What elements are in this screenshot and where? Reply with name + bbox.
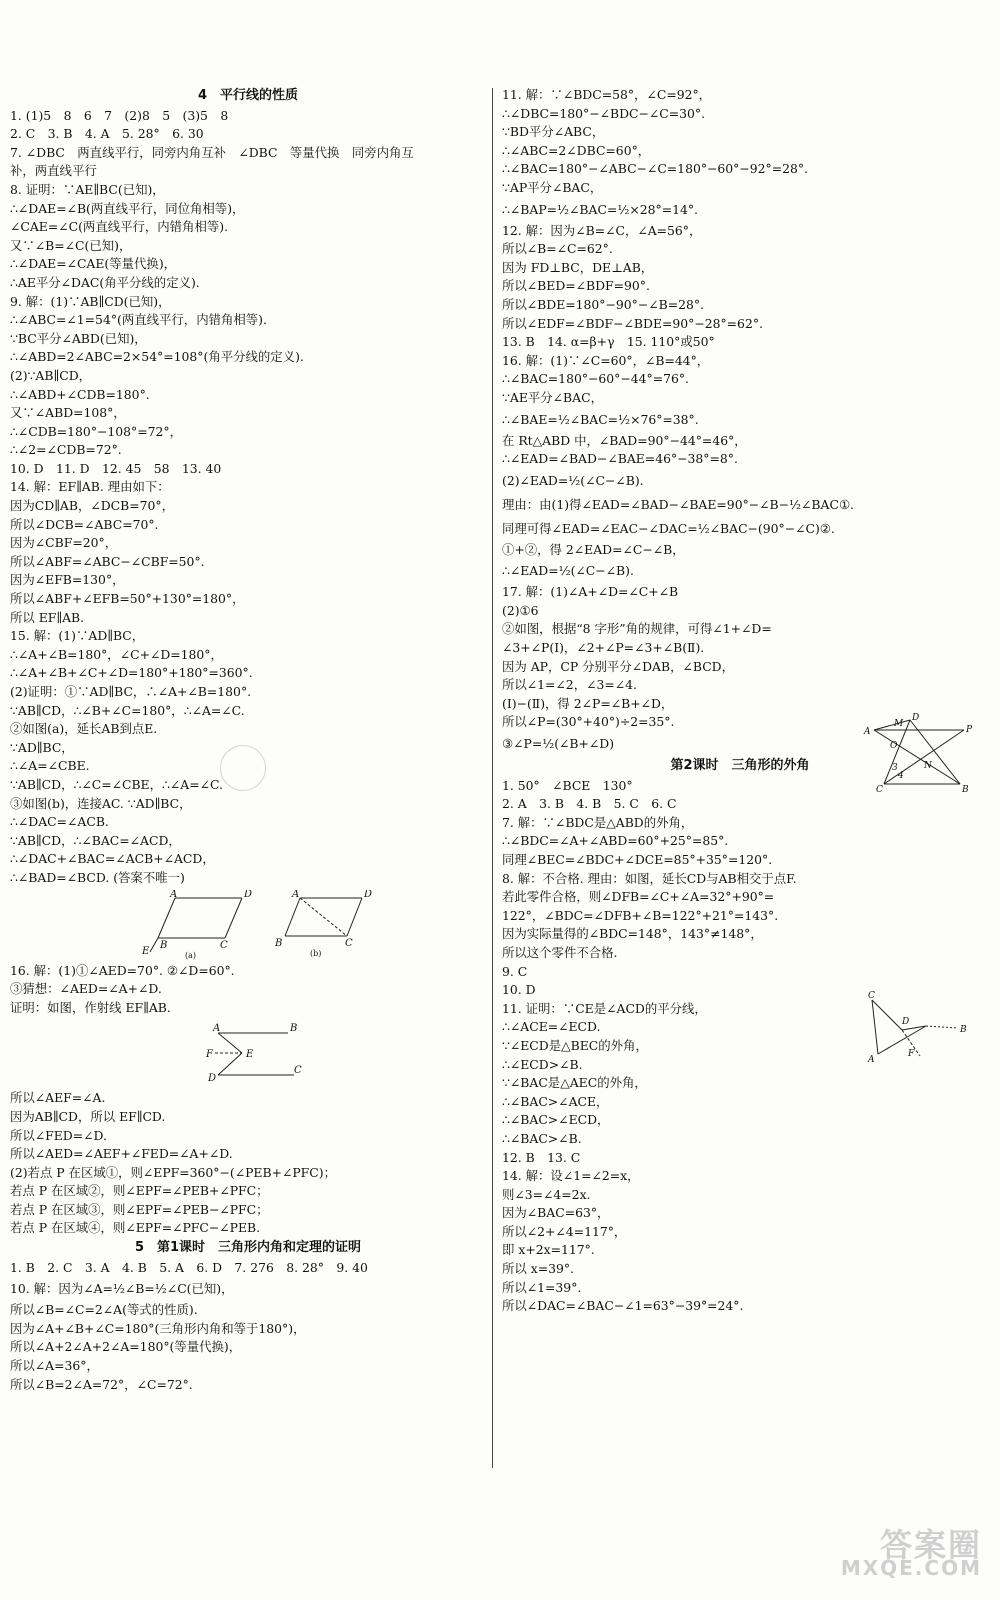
answer-line: 因为AB∥CD，所以 EF∥CD. [10,1108,166,1124]
answer-line: 又∵∠ABD=108°， [10,405,126,421]
answer-line: 所以∠AEF=∠A. [10,1090,106,1106]
answer-line: ∠3+∠P(Ⅰ)，∠2+∠P=∠3+∠B(Ⅱ). [502,640,705,656]
answer-line: 1. B 2. C 3. A 4. B 5. A 6. D 7. 276 8. 28° 9. 40 [10,1259,368,1275]
answer-line: 所以∠A+2∠A+2∠A=180°(等量代换)， [10,1339,242,1355]
section-heading: 5 第1课时 三角形内角和定理的证明 [134,1240,362,1256]
answer-line: 即 x+2x=117°. [502,1242,595,1258]
fig8-label: D [902,1017,910,1027]
answer-line: 所以∠EDF=∠BDF−∠BDE=90°−28°=62°. [502,315,763,331]
answer-line: 11. 解：∵∠BDC=58°，∠C=92°， [502,87,712,102]
fig17-label: M [894,719,904,729]
answer-line: 因为实际量得的∠BDC=148°，143°≠148°， [502,926,763,942]
fig15-label: (b) [310,948,322,958]
answer-line: 7. 解：∵∠BDC是△ABD的外角， [502,814,694,830]
answer-line: 14. 解：EF∥AB. 理由如下： [10,479,170,495]
answer-line: 所以∠1=39°. [502,1279,582,1295]
answer-line: 9. 解：(1)∵AB∥CD(已知)， [10,293,171,309]
answer-line: 所以∠DAC=∠BAC−∠1=63°−39°=24°. [502,1298,744,1314]
faint-stamp [220,745,266,791]
watermark [812,1520,982,1580]
answer-line: 所以∠2+∠4=117°， [502,1223,627,1239]
answer-line: ∴∠DAE=∠CAE(等量代换)， [10,256,177,272]
answer-line: 16. 解：(1)∵∠C=60°，∠B=44°， [502,352,710,368]
answer-line: 若点 P 在区域④，则∠EPF=∠PFC−∠PEB. [10,1220,261,1236]
answer-line: ∵AD∥BC， [10,739,74,755]
figure-15-svg [10,890,486,960]
answer-line: 12. 解：因为∠B=∠C，∠A=56°， [502,222,702,238]
answer-line: ∴∠DAE=∠B(两直线平行，同位角相等)， [10,200,245,216]
answer-line: ∵BD平分∠ABC， [502,124,605,140]
answer-line: ∴∠BAC=180°−∠ABC−∠C=180°−60°−92°=28°. [502,161,808,177]
answer-line: 8. 证明：∵AE∥BC(已知)， [10,181,165,197]
section-heading: 4 平行线的性质 [197,88,299,103]
answer-line: 所以∠A=36°， [10,1358,99,1374]
answer-line: 同理∠BEC=∠BDC+∠DCE=85°+35°=120°. [502,852,773,867]
figure-8 [862,990,974,1066]
fig15-label: B [160,939,168,951]
answer-line: ∵AP平分∠BAC， [502,179,603,195]
answer-line: 9. C [502,963,528,979]
answer-line: 10. 解：因为∠A=½∠B=½∠C(已知)， [10,1281,234,1297]
answer-line: ∴∠ACE=∠ECD. [502,1019,601,1035]
answer-line: 10. D 11. D 12. 45 58 13. 40 [10,460,222,476]
answer-line: ∵AB∥CD，∴∠B+∠C=180°，∴∠A=∠C. [10,702,245,718]
answer-line: 10. D [502,982,536,998]
answer-line: 因为 FD⊥BC，DE⊥AB， [502,259,654,275]
answer-line: 14. 解：设∠1=∠2=x， [502,1168,640,1184]
answer-line: ∴∠A+∠B+∠C+∠D=180°+180°=360°. [10,665,253,681]
answer-line: 若点 P 在区域②，则∠EPF=∠PEB+∠PFC； [10,1183,269,1199]
answer-line: 1. 50° ∠BCE 130° [502,777,633,793]
answer-line: ②如图(a)，延长AB到点E. [10,721,158,737]
answer-line: (2)∠EAD=½(∠C−∠B). [502,472,644,488]
answer-line: 122°，∠BDC=∠DFB+∠B=122°+21°=143°. [502,907,779,923]
figure-15 [10,890,486,960]
answer-line: 12. B 13. C [502,1149,581,1165]
figure-16 [10,1019,486,1087]
answer-line: 所以∠ABF+∠EFB=50°+130°=180°， [10,591,245,607]
fig17-label: N [924,761,932,771]
answer-line: (2)①6 [502,602,539,618]
answer-line: 所以∠BDE=180°−90°−∠B=28°. [502,296,704,312]
answer-line: 17. 解：(1)∠A+∠D=∠C+∠B [502,584,679,600]
answer-line: ∴∠DAC=∠ACB. [10,814,109,830]
answer-line: ∴∠BAC=180°−60°−44°=76°. [502,371,689,387]
answer-line: ∠CAE=∠C(两直线平行，内错角相等). [10,219,229,235]
fig17-label: A [864,727,871,737]
answer-line: 证明：如图，作射线 EF∥AB. [10,999,171,1015]
fig17-label: O [890,741,898,751]
fig16-label: D [208,1073,217,1085]
answer-line: 若点 P 在区域③，则∠EPF=∠PEB−∠PFC； [10,1201,269,1217]
answer-line: 因为∠A+∠B+∠C=180°(三角形内角和等于180°)， [10,1320,306,1336]
answer-line: (2)若点 P 在区域①，则∠EPF=360°−(∠PEB+∠PFC)； [10,1164,336,1180]
answer-line: ∴∠BAC>∠B. [502,1130,582,1146]
fig15-label: A [170,889,178,900]
answer-line: 所以∠DCB=∠ABC=70°. [10,516,159,532]
answer-line: 所以 x=39°. [502,1261,574,1277]
answer-line: ∵AE平分∠BAC， [502,389,603,405]
watermark-url: MXQE.COM [840,1556,982,1580]
fig17-label: C [876,785,883,792]
answer-line: ∴∠ABD=2∠ABC=2×54°=108°(角平分线的定义). [10,349,304,365]
answer-line: 所以∠FED=∠D. [10,1127,107,1143]
fig15-label: E [142,945,150,957]
column-divider [492,88,493,1468]
right-column [502,86,978,1316]
answer-line: ③猜想：∠AED=∠A+∠D. [10,981,162,997]
answer-line: ∴∠BAE=½∠BAC=½×76°=38°. [502,411,699,427]
answer-line: 因为∠CBF=20°， [10,535,118,551]
left-block-c [10,1089,486,1394]
fig17-label: B [962,785,969,792]
answer-line: 所以∠AED=∠AEF+∠FED=∠A+∠D. [10,1146,233,1162]
answer-line: ∴∠BDC=∠A+∠ABD=60°+25°=85°. [502,833,729,849]
figure-17 [862,712,974,792]
fig17-label: 3 [892,763,898,773]
answer-line: 13. B 14. α=β+γ 15. 110°或50° [502,334,715,350]
answer-line: 又∵∠B=∠C(已知)， [10,237,132,253]
answer-line: 因为∠EFB=130°， [10,572,125,588]
answer-line: 理由：由(1)得∠EAD=∠BAD−∠BAE=90°−∠B−½∠BAC①. [502,496,854,512]
left-column [10,86,486,1394]
answer-line: ∴∠BAC>∠ACE， [502,1093,609,1109]
answer-line: 2. C 3. B 4. A 5. 28° 6. 30 [10,126,204,142]
answer-line: 若此零件合格，则∠DFB=∠C+∠A=32°+90°= [502,889,775,905]
answer-line: 所以∠P=(30°+40°)÷2=35°. [502,714,675,730]
answer-line: ∴∠A+∠B=180°，∠C+∠D=180°， [10,646,223,662]
answer-line: 1. (1)5 8 6 7 (2)8 5 (3)5 8 [10,107,229,123]
answer-line: ∴∠BAP=½∠BAC=½×28°=14°. [502,201,698,217]
answer-line: ∴∠ABC=2∠DBC=60°， [502,142,651,158]
answer-line: ∴∠A=∠CBE. [10,758,90,774]
answer-line: ∵∠BAC是△AEC的外角， [502,1075,647,1091]
right-block-a [502,86,978,1316]
answer-line: ∴∠ABD+∠CDB=180°. [10,386,150,402]
answer-line: 所以∠B=2∠A=72°，∠C=72°. [10,1376,193,1392]
answer-line: ∴∠EAD=½(∠C−∠B). [502,563,634,579]
answer-line: (2)证明：①∵AD∥BC，∴∠A+∠B=180°. [10,684,252,699]
fig17-label: P [966,725,973,735]
answer-line: 因为 AP，CP 分别平分∠DAB，∠BCD， [502,658,734,674]
fig15-label: D [244,889,253,900]
section-heading: 第2课时 三角形的外角 [670,758,810,774]
fig8-label: C [868,991,875,1001]
fig15-label: A [292,889,300,900]
fig16-label: A [213,1023,221,1035]
answer-line: ∵∠ECD是△BEC的外角， [502,1037,648,1053]
answer-line: ∴∠ABC=∠1=54°(两直线平行，内错角相等). [10,312,267,328]
answer-line: ①+②，得 2∠EAD=∠C−∠B， [502,541,685,557]
answer-line: 则∠3=∠4=2x. [502,1186,591,1202]
fig17-label: D [912,713,920,723]
fig8-label: B [960,1025,967,1035]
answer-line: ③∠P=½(∠B+∠D) [502,736,615,752]
answer-line: 7. ∠DBC 两直线平行，同旁内角互补 ∠DBC 等量代换 同旁内角互 [10,144,414,160]
figure-16-svg [10,1019,486,1087]
watermark-text: 答案圈 [879,1526,982,1564]
answer-line: 所以∠BED=∠BDF=90°. [502,278,650,294]
answer-line: 在 Rt△ABD 中，∠BAD=90°−44°=46°， [502,432,747,448]
answer-line: 8. 解：不合格. 理由：如图，延长CD与AB相交于点F. [502,870,797,886]
answer-line: ∴∠DAC+∠BAC=∠ACB+∠ACD， [10,851,215,867]
fig15-label: D [364,889,373,900]
answer-line: (Ⅰ)−(Ⅱ)，得 2∠P=∠B+∠D， [502,695,674,711]
fig8-label: F [908,1049,915,1059]
answer-line: (2)∵AB∥CD， [10,367,92,383]
answer-line: ∴∠EAD=∠BAD−∠BAE=46°−38°=8°. [502,451,738,467]
answer-line: ∵AB∥CD，∴∠BAC=∠ACD， [10,832,181,848]
fig17-label: 4 [898,771,904,781]
answer-line: 补，两直线平行 [10,163,97,179]
answer-line: 15. 解：(1)∵AD∥BC， [10,628,145,644]
fig15-label: (a) [185,950,197,960]
answer-line: 11. 证明：∵CE是∠ACD的平分线， [502,1000,707,1016]
answer-line: ∵BC平分∠ABD(已知)， [10,330,147,346]
fig15-label: C [220,939,228,951]
answer-line: ②如图，根据“8 字形”角的规律，可得∠1+∠D= [502,621,772,637]
answer-line: 因为CD∥AB，∠DCB=70°， [10,498,175,514]
answer-line: 所以 EF∥AB. [10,609,85,625]
answer-line: ∴∠ECD>∠B. [502,1056,583,1072]
fig16-label: F [206,1049,213,1061]
answer-line: ∴∠CDB=180°−108°=72°， [10,423,182,439]
answer-line: 所以∠B=∠C=62°. [502,241,613,257]
answer-line: 所以∠1=∠2，∠3=∠4. [502,677,637,693]
answer-line: ∴∠BAC>∠ECD， [502,1112,610,1128]
fig16-label: B [290,1023,298,1035]
answer-line: 所以∠B=∠C=2∠A(等式的性质). [10,1302,198,1318]
answer-line: ∴∠DBC=180°−∠BDC−∠C=30°. [502,105,706,121]
answer-line: 所以这个零件不合格. [502,944,618,960]
answer-line: 因为∠BAC=63°， [502,1205,610,1221]
fig15-label: B [275,937,283,949]
answer-line: ∴∠BAD=∠BCD. (答案不唯一) [10,869,185,885]
answer-line: 同理可得∠EAD=∠EAC−∠DAC=½∠BAC−(90°−∠C)②. [502,520,835,536]
answer-line: 2. A 3. B 4. B 5. C 6. C [502,796,677,812]
fig16-label: E [246,1049,254,1061]
answer-line: ∵AB∥CD，∴∠C=∠CBE，∴∠A=∠C. [10,776,223,792]
fig8-label: A [868,1055,875,1065]
left-block-b [10,962,486,1018]
fig16-label: C [294,1065,302,1077]
answer-line: ∴∠2=∠CDB=72°. [10,442,122,458]
answer-line: 16. 解：(1)①∠AED=70°. ②∠D=60°. [10,962,235,978]
answer-line: 所以∠ABF=∠ABC−∠CBF=50°. [10,553,205,569]
answer-line: ③如图(b)，连接AC. ∵AD∥BC， [10,795,192,811]
answer-line: ∴AE平分∠DAC(角平分线的定义). [10,274,200,290]
fig15-label: C [345,937,353,949]
